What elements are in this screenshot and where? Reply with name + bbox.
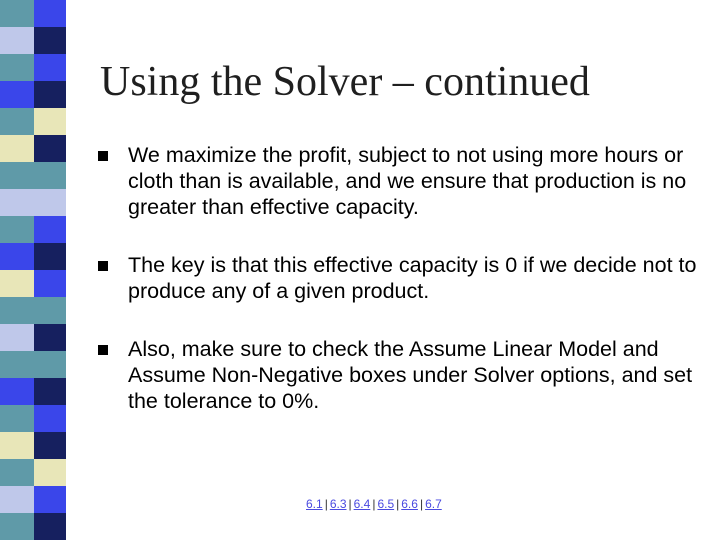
stripe-band-block: [0, 459, 34, 486]
stripe-band-block: [0, 162, 34, 189]
bullet-text: The key is that this effective capacity is 0 if we decide not to produce any of a given product.: [128, 253, 697, 303]
stripe-band-block: [0, 54, 34, 81]
stripe-block: [34, 405, 66, 432]
stripe-block: [34, 297, 66, 324]
section-nav: [306, 497, 442, 511]
stripe-band-block: [0, 405, 34, 432]
stripe-band-block: [0, 27, 34, 54]
stripe-left-band: [0, 0, 34, 540]
stripe-band-block: [0, 351, 34, 378]
stripe-band-block: [0, 324, 34, 351]
nav-link-6-5[interactable]: 6.5: [377, 497, 395, 511]
stripe-block: [34, 108, 66, 135]
stripe-block: [34, 0, 66, 27]
stripe-block: [34, 243, 66, 270]
stripe-band-block: [0, 0, 34, 27]
stripe-block: [34, 135, 66, 162]
stripe-block: [34, 459, 66, 486]
square-bullet-icon: [98, 151, 108, 161]
stripe-block: [34, 270, 66, 297]
stripe-band-block: [0, 135, 34, 162]
stripe-block: [34, 216, 66, 243]
stripe-block: [34, 81, 66, 108]
nav-link-6-4[interactable]: 6.4: [353, 497, 371, 511]
stripe-band-block: [0, 81, 34, 108]
stripe-block: [34, 324, 66, 351]
stripe-band-block: [0, 297, 34, 324]
bullet-item: [98, 336, 698, 414]
stripe-block: [34, 513, 66, 540]
stripe-block: [34, 351, 66, 378]
stripe-block: [34, 54, 66, 81]
stripe-band-block: [0, 432, 34, 459]
stripe-block: [34, 432, 66, 459]
stripe-band-block: [0, 270, 34, 297]
nav-separator: |: [372, 497, 376, 511]
nav-link-6-7[interactable]: 6.7: [425, 497, 442, 511]
nav-separator: |: [419, 497, 424, 511]
stripe-block: [34, 486, 66, 513]
slide-title: Using the Solver – continued: [100, 59, 590, 105]
nav-link-6-3[interactable]: 6.3: [329, 497, 347, 511]
stripe-block: [34, 162, 66, 189]
stripe-block: [34, 27, 66, 54]
bullet-item: [98, 142, 698, 220]
square-bullet-icon: [98, 345, 108, 355]
stripe-block: [34, 189, 66, 216]
bullet-list: [98, 142, 698, 446]
stripe-band-block: [0, 486, 34, 513]
nav-separator: |: [324, 497, 328, 511]
nav-link-6-6[interactable]: 6.6: [401, 497, 418, 511]
stripe-band-block: [0, 243, 34, 270]
stripe-band-block: [0, 189, 34, 216]
stripe-band-block: [0, 378, 34, 405]
stripe-band-block: [0, 108, 34, 135]
square-bullet-icon: [98, 261, 108, 271]
decorative-stripe: [0, 0, 66, 540]
nav-link-6-1[interactable]: 6.1: [306, 497, 323, 511]
bullet-text: We maximize the profit, subject to not using more hours or cloth than is available, and we ensure that production is no greater than effective capacity.: [128, 143, 687, 219]
stripe-band-block: [0, 513, 34, 540]
nav-separator: |: [396, 497, 400, 511]
bullet-item: [98, 252, 698, 304]
bullet-text: Also, make sure to check the Assume Linear Model and Assume Non-Negative boxes under Solver options, and set the tolerance to 0%.: [128, 337, 693, 413]
nav-separator: |: [348, 497, 352, 511]
stripe-block: [34, 378, 66, 405]
stripe-band-block: [0, 216, 34, 243]
